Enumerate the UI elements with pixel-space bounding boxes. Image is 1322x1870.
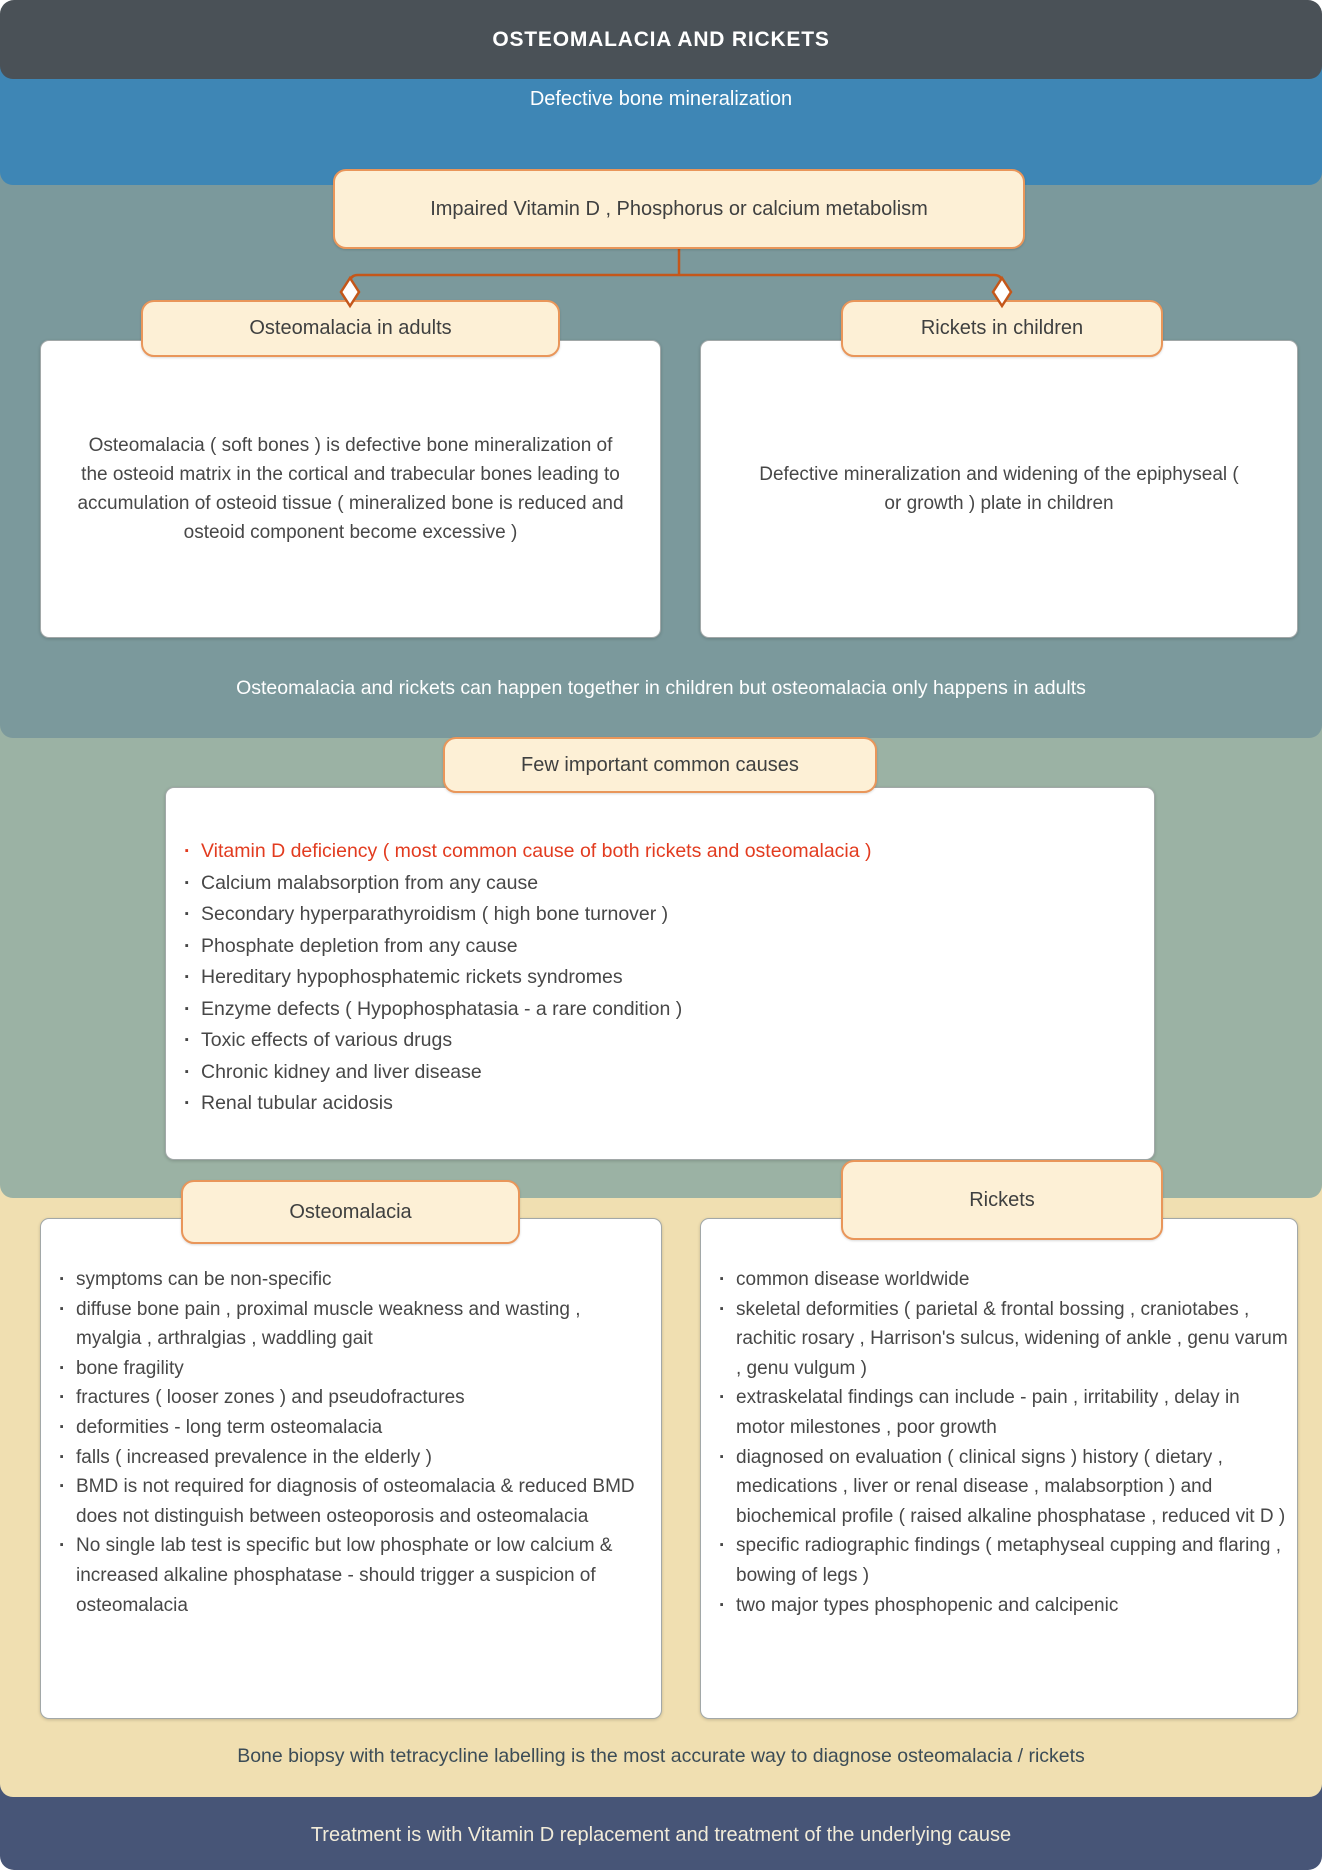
- cause-item: · Secondary hyperparathyroidism ( high bone turnover ): [180, 899, 1124, 931]
- rickets-item: · extraskelatal findings can include - pain , irritability , delay in motor milestones , poor growth: [715, 1383, 1291, 1442]
- osteomalacia-item: · bone fragility: [55, 1354, 643, 1384]
- treatment-footer-text: Treatment is with Vitamin D replacement and treatment of the underlying cause: [310, 1824, 1012, 1846]
- osteomalacia-item: · deformities - long term osteomalacia: [55, 1413, 643, 1443]
- cause-item: · Chronic kidney and liver disease: [180, 1057, 1124, 1089]
- osteomalacia-adults-card: [40, 340, 661, 638]
- osteomalacia-findings-card: [40, 1218, 662, 1719]
- rickets-item: · common disease worldwide: [715, 1265, 1291, 1295]
- biopsy-note: Bone biopsy with tetracycline labelling is the most accurate way to diagnose osteomalacia / rickets: [237, 1745, 1085, 1767]
- rickets-item: · diagnosed on evaluation ( clinical signs ) history ( dietary , medications , liver or renal disease , malabsorption ) and biochemical profile ( raised alkaline phosphatase , reduced vit D ): [715, 1443, 1291, 1532]
- cause-item: · Hereditary hypophosphatemic rickets syndromes: [180, 962, 1124, 994]
- osteomalacia-adults-body: Osteomalacia ( soft bones ) is defective bone mineralization of the osteoid matrix in the cortical and trabecular bones leading to accumulation of osteoid tissue ( mineralized bone is reduced and osteoid component become excessive ): [77, 435, 624, 543]
- rickets-column-header: Rickets: [841, 1160, 1163, 1240]
- cause-item: · Calcium malabsorption from any cause: [180, 868, 1124, 900]
- rickets-children-header: Rickets in children: [841, 300, 1163, 357]
- causes-card: [165, 787, 1155, 1160]
- osteomalacia-item: · fractures ( looser zones ) and pseudofractures: [55, 1383, 643, 1413]
- causes-header: Few important common causes: [443, 737, 877, 793]
- rickets-findings-card: [700, 1218, 1298, 1719]
- rickets-children-card: [700, 340, 1298, 638]
- page-title: OSTEOMALACIA AND RICKETS: [492, 27, 830, 51]
- osteomalacia-adults-header: Osteomalacia in adults: [141, 300, 560, 357]
- rickets-item: · skeletal deformities ( parietal & frontal bossing , craniotabes , rachitic rosary , Harrison's sulcus, widening of ankle , genu varum , genu vulgum ): [715, 1295, 1291, 1384]
- osteomalacia-item: · diffuse bone pain , proximal muscle weakness and wasting , myalgia , arthralgias , waddling gait: [55, 1295, 643, 1354]
- cause-item: · Toxic effects of various drugs: [180, 1025, 1124, 1057]
- rickets-item: · two major types phosphopenic and calcipenic: [715, 1591, 1291, 1621]
- rickets-children-body: Defective mineralization and widening of the epiphyseal ( or growth ) plate in children: [759, 464, 1239, 514]
- osteomalacia-findings-list: [41, 1219, 661, 1620]
- osteomalacia-column-header: Osteomalacia: [181, 1180, 520, 1244]
- cause-item: · Enzyme defects ( Hypophosphatasia - a rare condition ): [180, 994, 1124, 1026]
- cause-item: · Renal tubular acidosis: [180, 1088, 1124, 1120]
- osteomalacia-item: · symptoms can be non-specific: [55, 1265, 643, 1295]
- subtitle-text: Defective bone mineralization: [529, 88, 793, 110]
- root-node: Impaired Vitamin D , Phosphorus or calcium metabolism: [333, 169, 1025, 249]
- osteomalacia-item: · No single lab test is specific but low phosphate or low calcium & increased alkaline phosphatase - should trigger a suspicion of osteomalacia: [55, 1531, 643, 1620]
- causes-list: [166, 788, 1154, 1120]
- rickets-findings-list: [701, 1219, 1297, 1620]
- rickets-item: · specific radiographic findings ( metaphyseal cupping and flaring , bowing of legs ): [715, 1531, 1291, 1590]
- cause-item: · Vitamin D deficiency ( most common cause of both rickets and osteomalacia ): [180, 836, 1124, 868]
- flowchart-note: Osteomalacia and rickets can happen together in children but osteomalacia only happens in adults: [236, 677, 1086, 699]
- osteomalacia-item: · falls ( increased prevalence in the elderly ): [55, 1443, 643, 1473]
- cause-item: · Phosphate depletion from any cause: [180, 931, 1124, 963]
- osteomalacia-item: · BMD is not required for diagnosis of osteomalacia & reduced BMD does not distinguish between osteoporosis and osteomalacia: [55, 1472, 643, 1531]
